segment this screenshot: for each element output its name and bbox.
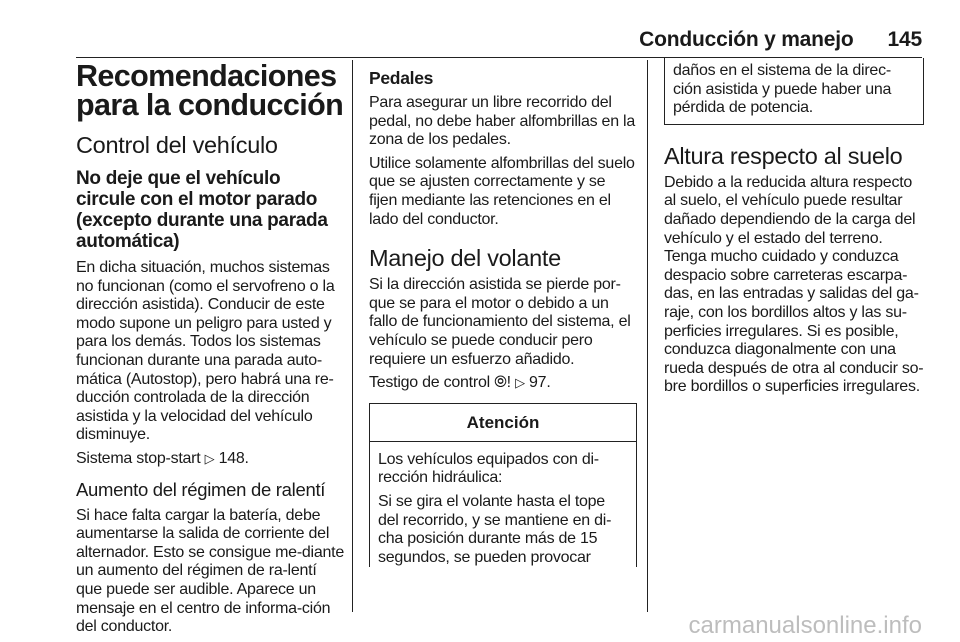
section-heading-ground-clearance: Altura respecto al suelo [664,142,903,169]
paragraph-pedals-1: Para asegurar un libre recorrido del pedal, no debe haber alfombrillas en la zona de los pedales. [369,94,635,149]
column-divider-1 [352,60,353,612]
page-number: 145 [887,28,922,51]
caution-box [369,403,637,568]
paragraph-ground-clearance: Debido a la reducida altura respecto al suelo, el vehículo puede resultar dañado dependiendo de la carga del vehículo y el estado del terreno. Tenga mucho cuidado y conduzca despacio sobre carreteras escarpa-das, en las entradas y salidas del ga-raje, con los bordillos altos y las su-perficies irregulares. Si es posible, conduzca diagonalmente con una rueda después de otra al conducir so-bre bordillos o superficies irregulares. [664,173,924,396]
cross-reference-stop-start[interactable] [76,450,344,469]
section-heading-vehicle-control: Control del vehículo [76,132,278,158]
heading-idle-speed: Aumento del régimen de ralentí [76,478,326,500]
triangle-right-outline-icon: ▷ [515,375,525,391]
column-divider-2 [647,60,648,612]
steering-warning-icon: ⦾! [494,374,511,392]
section-heading-steering: Manejo del volante [369,245,561,272]
paragraph-pedals-2: Utilice solamente alfombrillas del suelo que se ajusten correctamente y se fijen mediante las retenciones en el lado del conductor. [369,154,635,228]
column-3 [664,60,924,397]
watermark: carmanualsonline.info [688,612,922,639]
column-2 [369,60,637,572]
caution-title: Atención [370,404,636,442]
paragraph-engine-off: En dicha situación, muchos sistemas no funcionan (como el servofreno o la dirección asistida). Conducir de este modo supone un peligro para usted y para los demás. Todos los sistemas funcionan durante una parada auto-mática (Autostop), pero habrá una re-ducción controlada de la dirección asistida y la velocidad del vehículo disminuye. [76,259,335,444]
section-title: Conducción y manejo [639,28,854,51]
paragraph-steering: Si la dirección asistida se pierde por-que se para el motor o debido a un fallo de funcionamiento del sistema, el vehículo se puede conducir pero requiere un esfuerzo añadido. [369,276,631,368]
cross-reference-warning-light[interactable] [369,374,637,393]
heading-pedals: Pedales [369,68,434,88]
caution-body [370,442,636,568]
chapter-title: Recomendaciones para la conducción [76,59,344,122]
caution-box-continued [664,58,924,125]
caution-continued-text: daños en el sistema de la direc-ción asistida y puede haber una pérdida de potencia. [673,62,892,117]
caution-paragraph-1: Los vehículos equipados con di-rección hidráulica: [378,450,599,487]
heading-engine-off: No deje que el vehículo circule con el motor parado (excepto durante una parada automática) [76,168,328,252]
caution-paragraph-2: Si se gira el volante hasta el tope del recorrido, y se mantiene en di-cha posición durante más de 15 segundos, se pueden provocar [378,492,612,566]
reference-text: Testigo de control [369,374,490,392]
page-header [639,26,922,54]
reference-page: 97. [529,374,551,392]
column-1 [76,60,344,642]
reference-text: Sistema stop-start [76,449,201,467]
triangle-right-outline-icon: ▷ [204,450,215,466]
paragraph-idle-speed: Si hace falta cargar la batería, debe aumentarse la salida de corriente del alternador. Esto se consigue me-diante un aumento del régimen de ra-lentí que puede ser audible. Aparece un mensaje en el centro de informa-ción del conductor. [76,506,344,636]
reference-page: 148. [218,449,249,467]
